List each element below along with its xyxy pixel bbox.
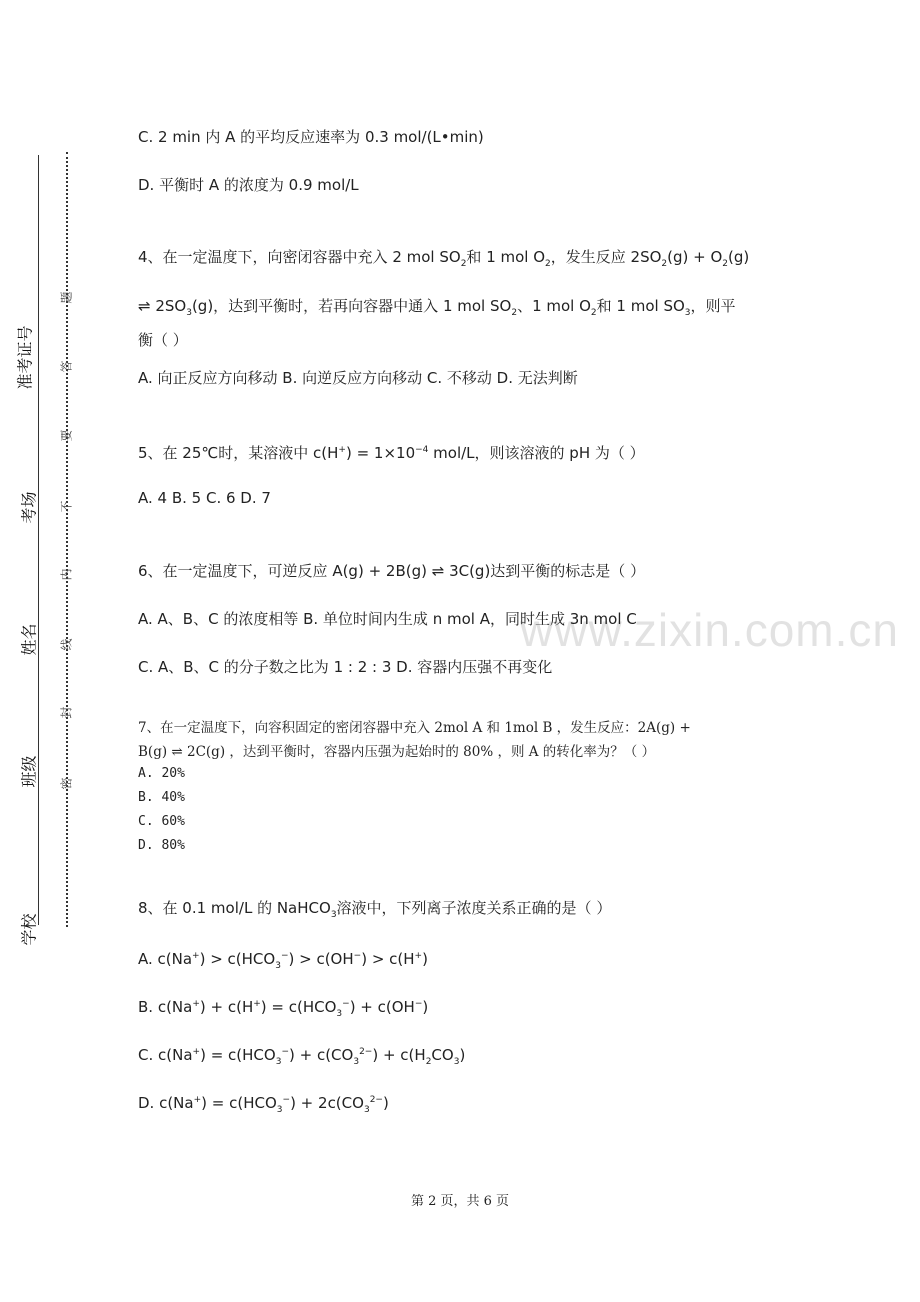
q4-stem-line1: 4、在一定温度下，向密闭容器中充入 2 mol $SO_2$和 1 mol $O_2$，发生反应 $2SO_2(g) + O_2(g)$ <box>138 248 750 269</box>
page-footer: 第 2 页，共 6 页 <box>410 1194 510 1209</box>
seal-char-bu: 不 <box>59 500 74 513</box>
seal-char-yao: 要 <box>59 429 74 442</box>
q4-stem-line3: 衡（ ） <box>138 331 188 349</box>
margin-solid-line <box>38 155 39 925</box>
label-school: 学校 <box>19 913 39 946</box>
q6-options-ab: A. A、B、C 的浓度相等 B. 单位时间内生成 n mol A，同时生成 3n mol C <box>138 610 637 628</box>
seal-char-da: 答 <box>59 360 74 373</box>
q8-option-d: D. $c(Na^+) = c(HCO_3^-) + 2c(CO_3^{2-})$ <box>138 1094 389 1115</box>
q8-option-a: A. $c(Na^+) > c(HCO_3^-) > c(OH^-) > c(H^+)$ <box>138 950 428 971</box>
q7-option-c: C. 60% <box>138 814 185 829</box>
q6-stem: 6、在一定温度下，可逆反应 A(g) + 2B(g) ⇌ 3C(g)达到平衡的标志是（ ） <box>138 562 646 580</box>
q7-option-b: B. 40% <box>138 790 185 805</box>
q3-option-c: C. 2 min 内 A 的平均反应速率为 0.3 mol/(L•min) <box>138 128 484 146</box>
q7-option-a: A. 20% <box>138 766 185 781</box>
q8-stem: 8、在 0.1 mol/L 的 NaHCO$_3$溶液中，下列离子浓度关系正确的是（ ） <box>138 899 612 920</box>
q8-option-b: B. $c(Na^+) + c(H^+) = c(HCO_3^-) + c(OH^-)$ <box>138 998 429 1019</box>
seal-char-nei: 内 <box>59 568 74 581</box>
q7-stem-line2: B(g) ⇌ 2C(g) ，达到平衡时，容器内压强为起始时的 80% ，则 A 的转化率为？（ ） <box>138 744 656 760</box>
q6-options-cd: C. A、B、C 的分子数之比为 1 : 2 : 3 D. 容器内压强不再变化 <box>138 658 553 676</box>
label-class: 班级 <box>19 755 39 788</box>
q7-stem-line1: 7、在一定温度下，向容积固定的密闭容器中充入 2mol A 和 1mol B ，发生反应：2A(g) + <box>138 720 691 736</box>
seal-char-mi: 密 <box>59 777 74 790</box>
seal-char-ti: 题 <box>59 291 74 304</box>
q5-options: A. 4 B. 5 C. 6 D. 7 <box>138 489 271 507</box>
q4-stem-line2: ⇌ $2SO_3(g)$，达到平衡时，若再向容器中通入 1 mol $SO_2$、1 mol $O_2$和 1 mol $SO_3$，则平 <box>138 297 736 318</box>
q5-stem: 5、在 25℃时，某溶液中 $c(H^+) = 1\times 10^{-4}$ mol/L，则该溶液的 pH 为（ ） <box>138 444 645 462</box>
seal-char-xian: 线 <box>59 638 74 651</box>
q8-option-c: C. $c(Na^+) = c(HCO_3^-) + c(CO_3^{2-}) + c(H_2CO_3)$ <box>138 1046 466 1067</box>
margin-dotted-line <box>66 152 68 927</box>
q3-option-d: D. 平衡时 A 的浓度为 0.9 mol/L <box>138 176 359 194</box>
watermark: www.zixin.com.cn <box>520 604 899 656</box>
label-exam-number: 准考证号 <box>15 325 35 390</box>
q4-options: A. 向正反应方向移动 B. 向逆反应方向移动 C. 不移动 D. 无法判断 <box>138 369 578 387</box>
label-name: 姓名 <box>19 623 39 656</box>
label-exam-room: 考场 <box>19 491 39 524</box>
seal-char-feng: 封 <box>59 706 74 719</box>
q7-option-d: D. 80% <box>138 838 185 853</box>
